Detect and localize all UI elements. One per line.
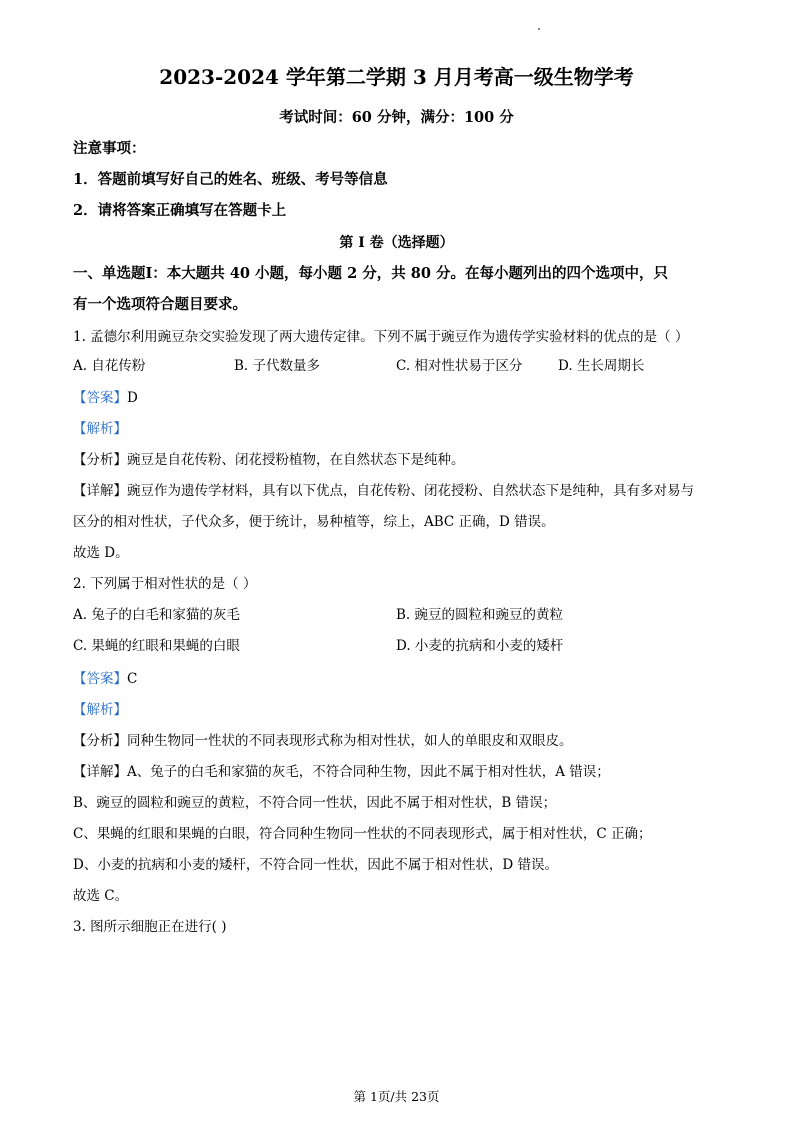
- question-1-option-d: D. 生长周期长: [558, 358, 645, 374]
- question-2-stem: 2. 下列属于相对性状的是（ ）: [73, 576, 257, 592]
- question-1-conclusion: 故选 D。: [73, 545, 129, 561]
- question-1-answer: [73, 389, 138, 407]
- question-2-detail-2: B、豌豆的圆粒和豌豆的黄粒，不符合同一性状，因此不属于相对性状，B 错误；: [73, 795, 557, 811]
- question-2-detail-3: C、果蝇的红眼和果蝇的白眼，符合同种生物同一性状的不同表现形式，属于相对性状，C 正确；: [73, 826, 652, 842]
- question-2-option-a: A. 兔子的白毛和家猫的灰毛: [73, 607, 240, 623]
- note-item-1: 1．答题前填写好自己的姓名、班级、考号等信息: [73, 171, 388, 188]
- note-item-2: 2．请将答案正确填写在答题卡上: [73, 202, 287, 219]
- question-2-analysis: [73, 732, 573, 750]
- question-2-detail-4: D、小麦的抗病和小麦的矮杆，不符合同一性状，因此不属于相对性状，D 错误。: [73, 857, 558, 873]
- notes-heading: 注意事项：: [73, 140, 146, 157]
- exam-title: 2023-2024 学年第二学期 3 月月考高一级生物学考: [159, 65, 634, 89]
- question-2-answer: [73, 670, 137, 688]
- question-1-detail-1: [73, 482, 694, 500]
- question-2-option-d: D. 小麦的抗病和小麦的矮杆: [396, 638, 564, 654]
- question-2-conclusion: 故选 C。: [73, 888, 129, 904]
- detail-label: 【详解】: [73, 483, 127, 499]
- analysis-text: 同种生物同一性状的不同表现形式称为相对性状，如人的单眼皮和双眼皮。: [127, 733, 573, 749]
- answer-tag: 【答案】: [73, 671, 127, 687]
- detail-text: 豌豆作为遗传学材料，具有以下优点，自花传粉、闭花授粉、自然状态下是纯种，具有多对易与: [127, 483, 694, 499]
- question-1-option-b: B. 子代数量多: [234, 358, 321, 374]
- section-instruction-1: 一、单选题Ⅰ：本大题共 40 小题，每小题 2 分，共 80 分。在每小题列出的四个选项中，只: [73, 265, 669, 282]
- section-title: 第 I 卷（选择题）: [339, 235, 454, 251]
- question-1-detail-2: 区分的相对性状，子代众多，便于统计，易种植等，综上，ABC 正确，D 错误。: [73, 514, 555, 530]
- question-1-stem: 1. 孟德尔利用豌豆杂交实验发现了两大遗传定律。下列不属于豌豆作为遗传学实验材料的优点的是（ ）: [73, 329, 689, 345]
- answer-value: C: [127, 671, 138, 687]
- analysis-text: 豌豆是自花传粉、闭花授粉植物，在自然状态下是纯种。: [127, 452, 465, 468]
- page-footer: 第 1页/共 23页: [353, 1089, 440, 1104]
- analysis-tag: 【解析】: [73, 421, 127, 437]
- question-2-option-b: B. 豌豆的圆粒和豌豆的黄粒: [396, 607, 564, 623]
- question-3-stem: 3. 图所示细胞正在进行( ): [73, 919, 227, 935]
- detail-text: A、兔子的白毛和家猫的灰毛，不符合同种生物，因此不属于相对性状，A 错误；: [127, 764, 610, 780]
- question-2-analysis-tag: [73, 701, 127, 719]
- detail-label: 【详解】: [73, 764, 127, 780]
- section-instruction-2: 有一个选项符合题目要求。: [73, 296, 247, 313]
- answer-value: D: [127, 390, 138, 406]
- question-1-analysis: [73, 451, 465, 469]
- scan-dot: [538, 28, 540, 30]
- answer-tag: 【答案】: [73, 390, 127, 406]
- question-1-option-c: C. 相对性状易于区分: [396, 358, 523, 374]
- analysis-label: 【分析】: [73, 733, 127, 749]
- question-1-analysis-tag: [73, 420, 127, 438]
- question-1-option-a: A. 自花传粉: [73, 358, 146, 374]
- analysis-tag: 【解析】: [73, 702, 127, 718]
- question-2-option-c: C. 果蝇的红眼和果蝇的白眼: [73, 638, 240, 654]
- analysis-label: 【分析】: [73, 452, 127, 468]
- exam-info: 考试时间：60 分钟，满分：100 分: [279, 109, 514, 126]
- question-2-detail-1: [73, 763, 610, 781]
